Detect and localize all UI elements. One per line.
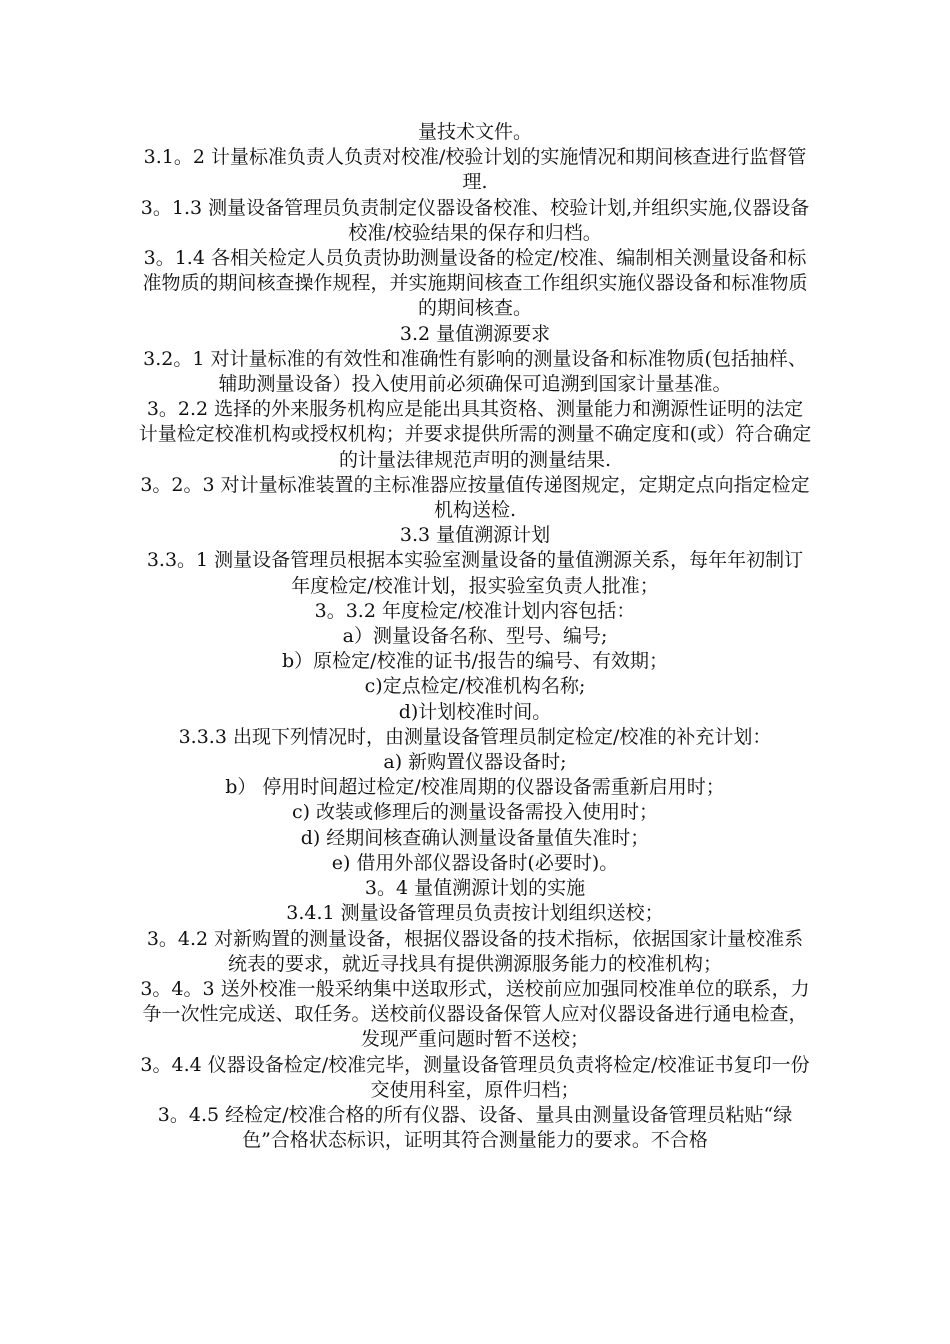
paragraph-3-4-3: 3。4。3 送外校准一般采纳集中送取形式，送校前应加强同校准单位的联系，力争一次性完成送、取任务。送校前仪器设备保管人应对仪器设备进行通电检查，发现严重问题时暂不送校；	[140, 977, 810, 1051]
paragraph-3-2-2: 3。2.2 选择的外来服务机构应是能出具其资格、测量能力和溯源性证明的法定计量检定校准机构或授权机构；并要求提供所需的测量不确定度和(或）符合确定的计量法律规范声明的测量结果.	[138, 398, 812, 471]
paragraph-3-1-3: 3。1.3 测量设备管理员负责制定仪器设备校准、校验计划,并组织实施,仪器设备校准/校验结果的保存和归档。	[140, 196, 810, 244]
document-body	[138, 120, 812, 1153]
list-item-c: c) 改装或修理后的测量设备需投入使用时；	[291, 801, 659, 824]
paragraph-3-1-2: 3.1。2 计量标准负责人负责对校准/校验计划的实施情况和期间核查进行监督管理.	[143, 146, 807, 194]
list-item-d: d)计划校准时间。	[398, 700, 552, 723]
section-heading-3-2: 3.2 量值溯源要求	[399, 322, 551, 345]
section-heading-3-3: 3.3 量值溯源计划	[399, 524, 551, 547]
paragraph-continuation: 量技术文件。	[417, 121, 532, 143]
section-heading-3-4: 3。4 量值溯源计划的实施	[364, 877, 586, 900]
paragraph-3-2-3: 3。2。3 对计量标准装置的主标准器应按量值传递图规定，定期定点向指定检定机构送检.	[140, 473, 810, 522]
paragraph-3-1-4: 3。1.4 各相关检定人员负责协助测量设备的检定/校准、编制相关测量设备和标准物质的期间核查操作规程，并实施期间核查工作组织实施仪器设备和标准物质的期间核查。	[142, 247, 808, 320]
paragraph-3-3-2: 3。3.2 年度检定/校准计划内容包括：	[314, 599, 636, 622]
list-item-d: d) 经期间核查确认测量设备量值失准时；	[300, 826, 650, 849]
paragraph-3-4-5: 3。4.5 经检定/校准合格的所有仪器、设备、量具由测量设备管理员粘贴“绿色”合格状态标识，证明其符合测量能力的要求。不合格	[157, 1103, 793, 1152]
paragraph-3-2-1: 3.2。1 对计量标准的有效性和准确性有影响的测量设备和标准物质(包括抽样、辅助测量设备）投入使用前必须确保可追溯到国家计量基准。	[143, 347, 807, 396]
paragraph-3-4-4: 3。4.4 仪器设备检定/校准完毕，测量设备管理员负责将检定/校准证书复印一份交使用科室，原件归档；	[140, 1053, 810, 1101]
list-item-a: a) 新购置仪器设备时;	[383, 751, 567, 774]
list-item-c: c)定点检定/校准机构名称;	[364, 675, 586, 698]
list-item-b: b）原检定/校准的证书/报告的编号、有效期；	[282, 650, 668, 673]
paragraph-3-3-1: 3.3。1 测量设备管理员根据本实验室测量设备的量值溯源关系，每年年初制订年度检定/校准计划，报实验室负责人批准；	[146, 549, 804, 597]
paragraph-3-3-3: 3.3.3 出现下列情况时，由测量设备管理员制定检定/校准的补充计划：	[178, 725, 772, 748]
paragraph-3-4-1: 3.4.1 测量设备管理员负责按计划组织送校；	[286, 902, 664, 925]
list-item-e: e) 借用外部仪器设备时(必要时)。	[331, 851, 619, 874]
list-item-a: a）测量设备名称、型号、编号;	[342, 625, 608, 648]
list-item-b: b） 停用时间超过检定/校准周期的仪器设备需重新启用时；	[225, 776, 725, 799]
paragraph-3-4-2: 3。4.2 对新购置的测量设备，根据仪器设备的技术指标，依据国家计量校准系统表的要求，就近寻找具有提供溯源服务能力的校准机构；	[146, 927, 804, 975]
